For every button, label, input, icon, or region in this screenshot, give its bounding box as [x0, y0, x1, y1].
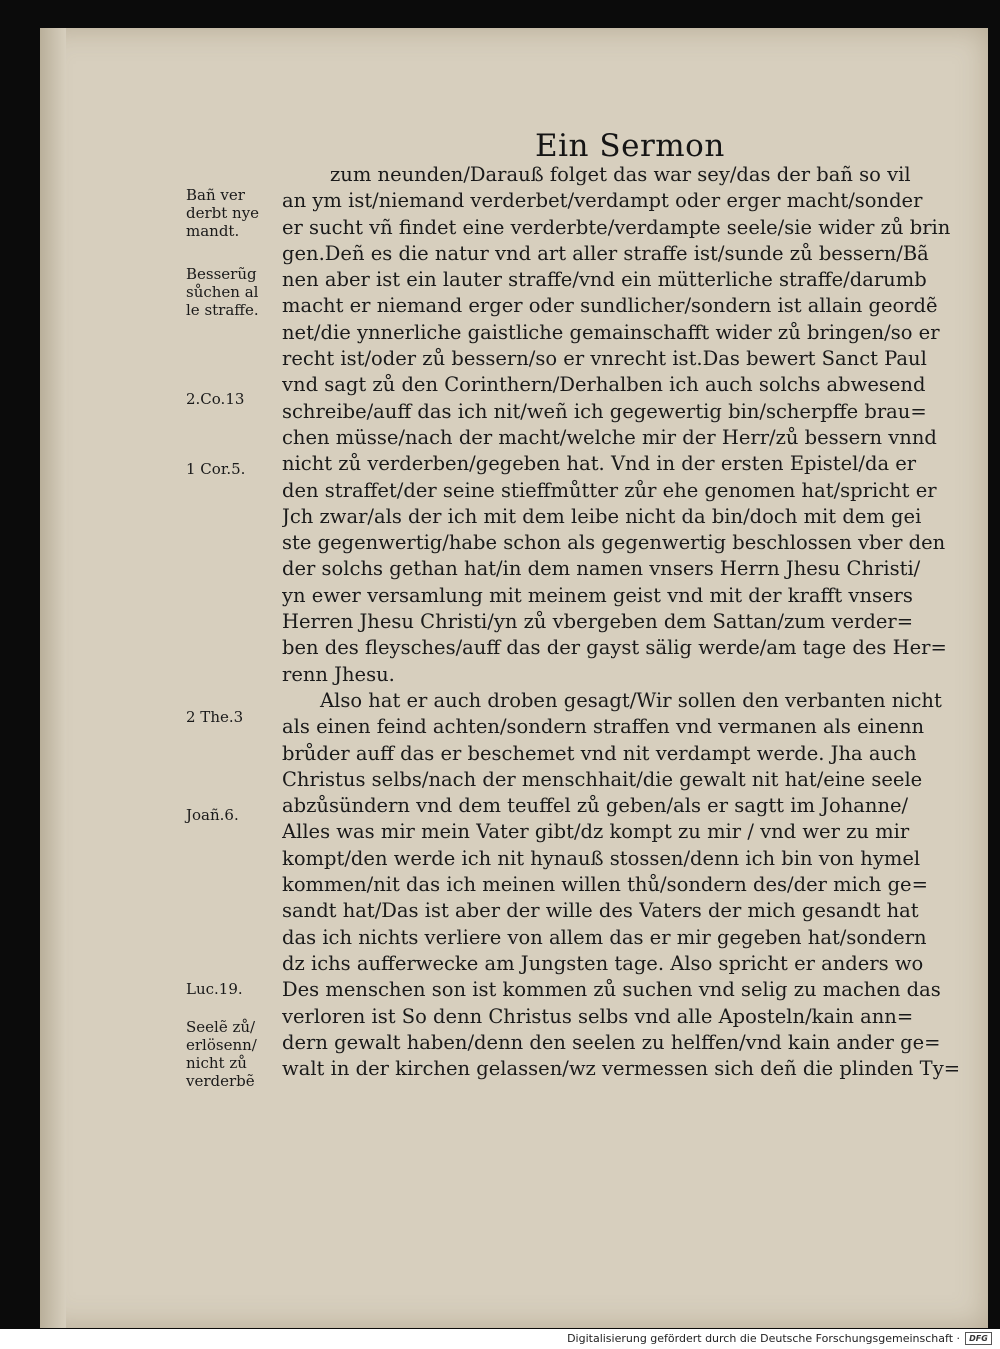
margin-note [186, 980, 243, 998]
text-line: Christus selbs/nach der menschhait/die gewalt nit hat/eine seele [282, 767, 923, 791]
text-line: dern gewalt haben/denn den seelen zu helffen/vnd kain ander ge= [282, 1030, 941, 1054]
margin-note [186, 708, 243, 726]
text-line: nicht zů verderben/gegeben hat. Vnd in der ersten Epistel/da er [282, 452, 917, 476]
margin-note [186, 806, 239, 824]
running-header: Ein Sermon [535, 128, 725, 164]
text-line: Des menschen son ist kommen zů suchen vnd selig zu machen das [282, 978, 941, 1002]
text-line: der solchs gethan hat/in dem namen vnsers Herrn Jhesu Christi/ [282, 557, 921, 581]
text-line: zum neunden/Darauß folget das war sey/das der bañ so vil [330, 163, 911, 186]
margin-note-line: Besserũg [186, 265, 257, 283]
margin-note-line: 2 The.3 [186, 708, 244, 726]
margin-note-line: Seelẽ zů/ [186, 1018, 256, 1036]
text-line: er sucht vñ findet eine verderbte/verdampte seele/sie wider zů brin [282, 215, 951, 239]
text-line: sandt hat/Das ist aber der wille des Vaters der mich gesandt hat [282, 899, 919, 923]
text-line: nen aber ist ein lauter straffe/vnd ein mütterliche straffe/darumb [282, 268, 927, 292]
text-line: brůder auff das er beschemet vnd nit verdampt werde. Jha auch [282, 741, 917, 765]
text-line: dz ichs aufferwecke am Jungsten tage. Also spricht er anders wo [282, 951, 924, 975]
margin-note [186, 460, 245, 478]
text-line: yn ewer versamlung mit meinem geist vnd mit der krafft vnsers [282, 583, 913, 607]
text-line: ben des fleysches/auff das der gayst sälig werde/am tage des Her= [282, 636, 947, 660]
text-line: chen müsse/nach der macht/welche mir der Herr/zů bessern vnnd [282, 425, 937, 449]
text-line: walt in der kirchen gelassen/wz vermessen sich deñ die plinden Ty= [282, 1057, 961, 1081]
text-line: an ym ist/niemand verderbet/verdampt oder erger macht/sonder [282, 189, 923, 213]
text-line: als einen feind achten/sondern straffen vnd vermanen als einenn [282, 715, 925, 739]
text-line: net/die ynnerliche gaistliche gemainschafft wider zů bringen/so er [282, 320, 940, 344]
text-line: macht er niemand erger oder sundlicher/sondern ist allain geordẽ [282, 294, 938, 318]
text-line: abzůsündern vnd dem teuffel zů geben/als er sagtt im Johanne/ [282, 794, 909, 818]
footer-credit: Digitalisierung gefördert durch die Deutsche Forschungsgemeinschaft · [567, 1332, 960, 1345]
text-line: recht ist/oder zů bessern/so er vnrecht ist.Das bewert Sanct Paul [282, 347, 927, 371]
margin-note-line: verderbẽ [186, 1072, 255, 1090]
text-line: kommen/nit das ich meinen willen thů/sondern des/der mich ge= [282, 873, 928, 897]
margin-note-line: 1 Cor.5. [186, 460, 246, 478]
text-line: vnd sagt zů den Corinthern/Derhalben ich auch solchs abwesend [282, 373, 926, 397]
footer-bar [0, 1329, 1000, 1349]
margin-note-line: erlösenn/ [186, 1036, 257, 1054]
text-line: das ich nichts verliere von allem das er mir gegeben hat/sondern [282, 925, 927, 949]
margin-note-line: Luc.19. [186, 980, 243, 998]
text-line: renn Jhesu. [282, 662, 395, 686]
margin-note [186, 186, 259, 240]
margin-note-line: Bañ ver [186, 186, 245, 204]
text-line: verloren ist So denn Christus selbs vnd alle Aposteln/kain ann= [282, 1004, 914, 1028]
margin-note [186, 390, 244, 408]
margin-note-line: mandt. [186, 222, 240, 240]
page-gutter [40, 28, 66, 1328]
text-line: Alles was mir mein Vater gibt/dz kompt zu mir / vnd wer zu mir [282, 820, 910, 844]
text-line: Jch zwar/als der ich mit dem leibe nicht da bin/doch mit dem gei [282, 504, 922, 528]
text-line: gen.Deñ es die natur vnd art aller straffe ist/sunde zů bessern/Bã [282, 241, 929, 265]
margin-note [186, 1018, 257, 1090]
text-line: kompt/den werde ich nit hynauß stossen/denn ich bin von hymel [282, 846, 921, 870]
margin-note-line: Joañ.6. [186, 806, 239, 824]
text-line: Also hat er auch droben gesagt/Wir sollen den verbanten nicht [320, 688, 942, 712]
margin-note-line: derbt nye [186, 204, 260, 222]
body-text [282, 162, 972, 1082]
margin-note-line: sůchen al [186, 283, 259, 301]
margin-note-line: nicht zů [186, 1054, 247, 1072]
text-line: schreibe/auff das ich nit/weñ ich gegewertig bin/scherpffe brau= [282, 399, 927, 423]
margin-note-line: le straffe. [186, 301, 259, 319]
dfg-logo: DFG [965, 1332, 992, 1345]
text-line: Herren Jhesu Christi/yn zů vbergeben dem Sattan/zum verder= [282, 610, 914, 634]
text-line: ste gegenwertig/habe schon als gegenwertig beschlossen vber den [282, 531, 946, 555]
text-line: den straffet/der seine stieffmůtter zůr ehe genomen hat/spricht er [282, 478, 937, 502]
margin-note-line: 2.Co.13 [186, 390, 245, 408]
margin-note [186, 265, 259, 319]
